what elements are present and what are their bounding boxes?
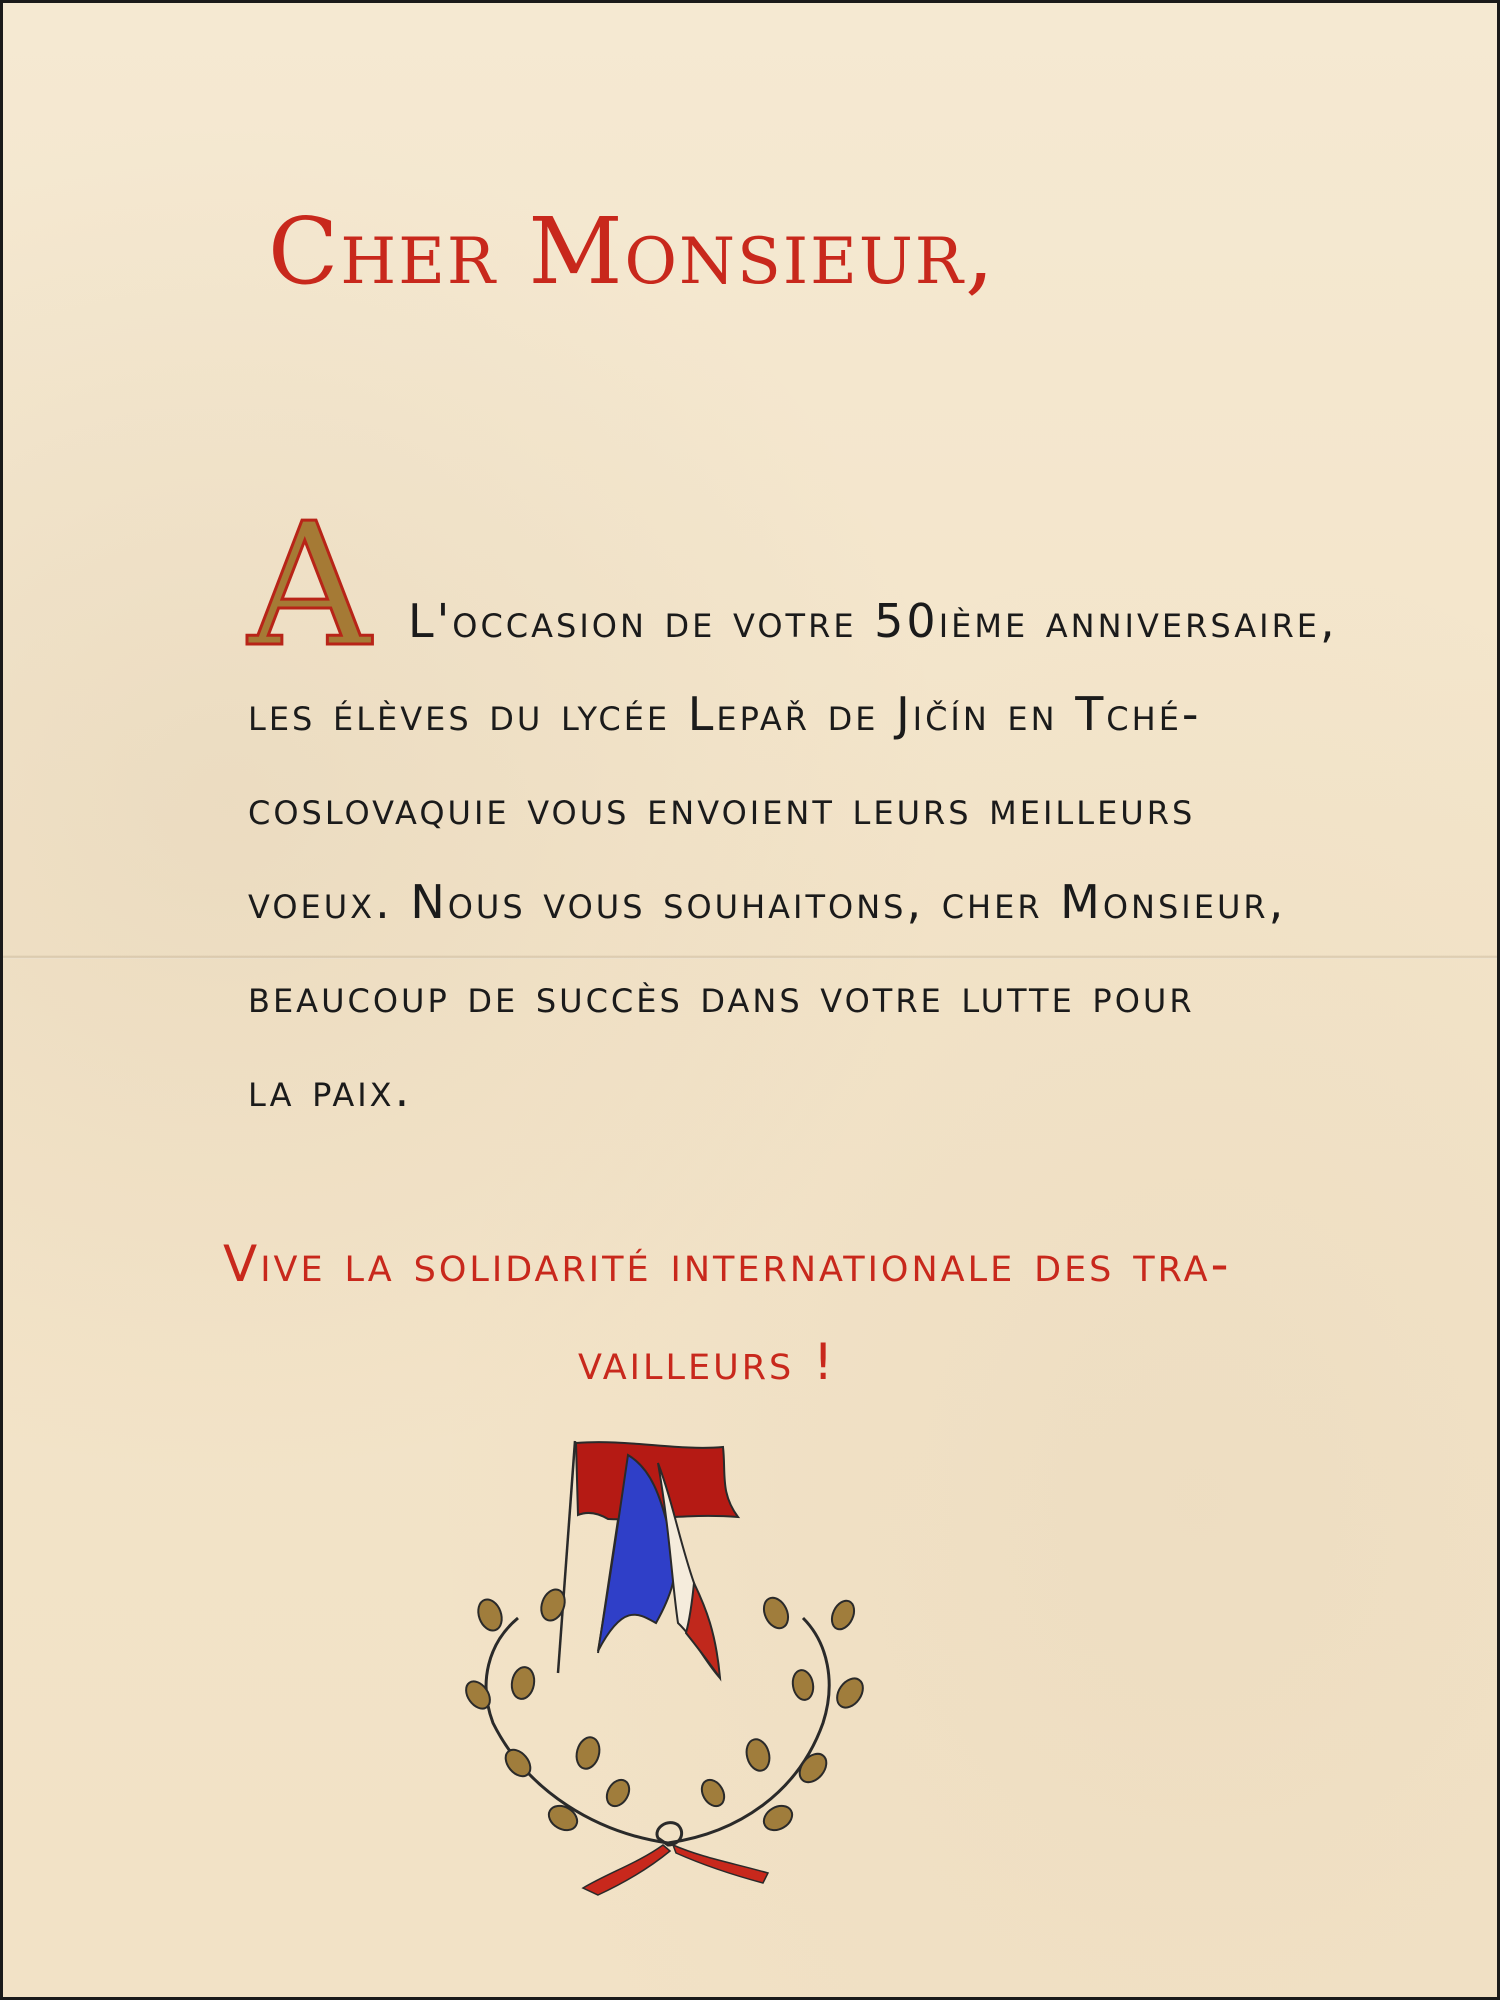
salutation: Cher Monsieur, (268, 198, 997, 305)
ribbon-tail-right (673, 1845, 768, 1883)
body-line-6: la paix. (248, 1063, 413, 1117)
wreath-branch-left (486, 1618, 668, 1843)
slogan-line-2: vailleurs ! (578, 1333, 837, 1391)
drop-cap: A (248, 487, 371, 685)
paper-fold-crease (3, 955, 1497, 959)
body-line-4: voeux. Nous vous souhaitons, cher Monsieur, (248, 875, 1287, 929)
body-line-2: les élèves du lycée Lepař de Jičín en Tché- (248, 687, 1202, 741)
body-line-3: coslovaquie vous envoient leurs meilleurs (248, 781, 1196, 835)
flags-laurel-wreath-emblem-icon (458, 1433, 878, 1913)
body-line-5: beaucoup de succès dans votre lutte pour (248, 969, 1195, 1023)
body-line-1: L'occasion de votre 50ième anniversaire, (408, 594, 1338, 648)
slogan-line-1: Vive la solidarité internationale des tra- (223, 1235, 1232, 1293)
ribbon-tail-left (583, 1845, 670, 1895)
wreath-branch-right (668, 1618, 829, 1843)
wreath-leaves-right (697, 1594, 868, 1835)
flagpole-left (558, 1441, 575, 1673)
